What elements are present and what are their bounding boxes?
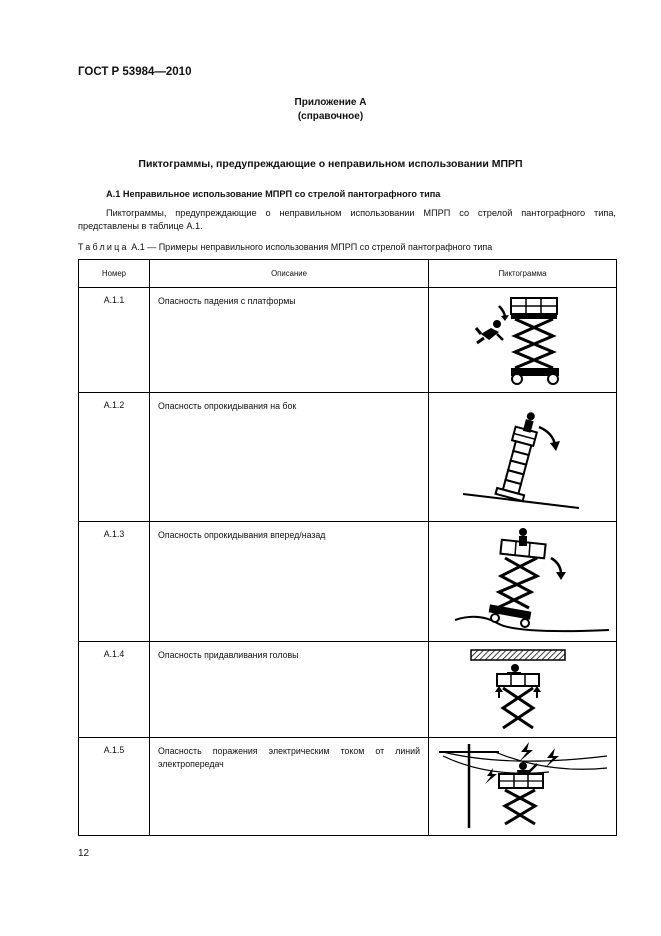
table-header-row <box>79 260 617 288</box>
misuse-table <box>78 259 617 836</box>
annex-label: Приложение А <box>294 97 367 108</box>
table-caption-prefix: Таблица <box>78 242 129 252</box>
document-header-code: ГОСТ Р 53984—2010 <box>78 66 192 78</box>
table-row <box>79 288 617 393</box>
row-number: А.1.4 <box>79 642 150 738</box>
page-number: 12 <box>78 848 90 859</box>
intro-paragraph: Пиктограммы, предупреждающие о неправильном использовании МПРП со стрелой пантографного типа, представлены в таблице А.1. <box>78 208 616 231</box>
row-description: Опасность опрокидывания на бок <box>150 393 429 522</box>
header-description: Описание <box>150 260 429 288</box>
side-tipping-icon <box>429 393 615 520</box>
row-number: А.1.3 <box>79 522 150 642</box>
table-caption-text: А.1 — Примеры неправильного использования МПРП со стрелой пантографного типа <box>128 242 493 252</box>
section-title: Пиктограммы, предупреждающие о неправильном использовании МПРП <box>138 158 523 170</box>
fall-from-platform-icon <box>429 288 615 391</box>
table-row <box>79 738 617 836</box>
row-number: А.1.5 <box>79 738 150 836</box>
table-caption <box>78 242 492 252</box>
table-row <box>79 522 617 642</box>
row-description: Опасность придавливания головы <box>150 642 429 738</box>
header-number: Номер <box>79 260 150 288</box>
row-number: А.1.1 <box>79 288 150 393</box>
row-description: Опасность падения с платформы <box>150 288 429 393</box>
row-number: А.1.2 <box>79 393 150 522</box>
forward-backward-tipping-icon <box>429 522 615 640</box>
table-row <box>79 393 617 522</box>
pictogram-cell <box>429 642 617 738</box>
pictogram-cell <box>429 738 617 836</box>
row-description: Опасность опрокидывания вперед/назад <box>150 522 429 642</box>
subsection-title: А.1 Неправильное использование МПРП со стрелой пантографного типа <box>106 189 441 199</box>
pictogram-cell <box>429 522 617 642</box>
pictogram-cell <box>429 288 617 393</box>
electrocution-power-lines-icon <box>429 738 615 834</box>
table-row <box>79 642 617 738</box>
annex-title <box>0 96 661 124</box>
row-description: Опасность поражения электрическим током от линий электропередач <box>150 738 429 836</box>
header-pictogram: Пиктограмма <box>429 260 617 288</box>
head-crushing-icon <box>429 642 615 736</box>
annex-type: (справочное) <box>297 111 364 122</box>
pictogram-cell <box>429 393 617 522</box>
